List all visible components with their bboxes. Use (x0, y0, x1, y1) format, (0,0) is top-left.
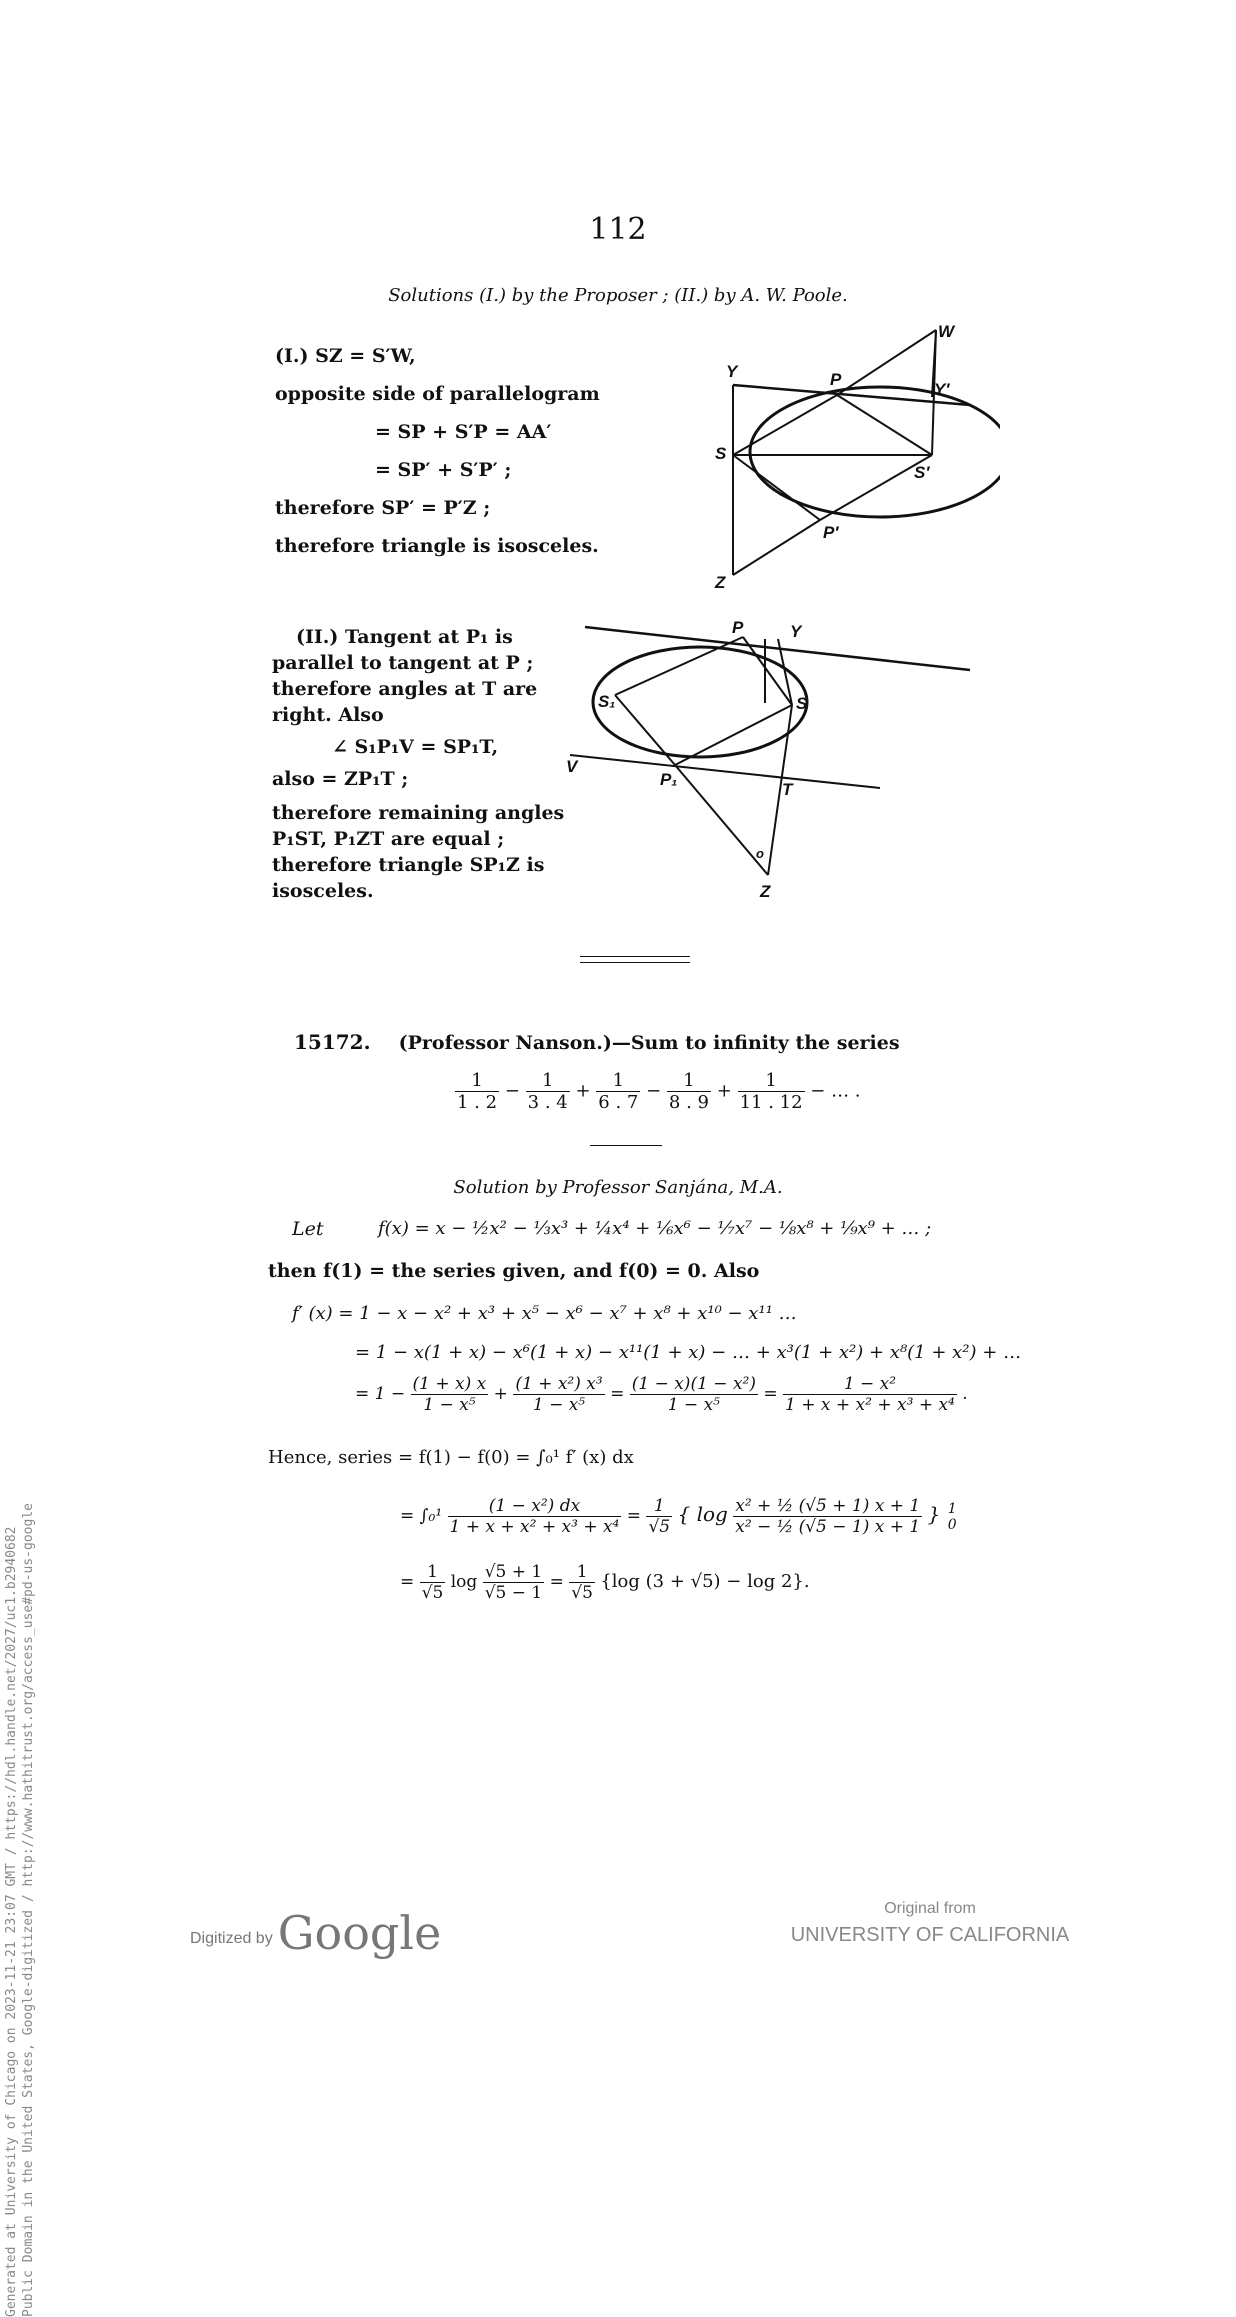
part1-line-5: therefore SP′ = P′Z ; (275, 497, 491, 519)
label-p-prime: P′ (823, 523, 839, 542)
final-line: = $\frac{1}{√5}$ log $\frac{√5 + 1}{√5 - 1}$ = $\frac{1}{√5}$ {log (3 + √5) − log 2}. (400, 1562, 810, 1603)
series-sign-3: − (646, 1080, 662, 1102)
final-coefficient-2: $\frac{1}{√5}$ (571, 1562, 593, 1603)
then-line: then f(1) = the series given, and f(0) = 0. Also (268, 1260, 760, 1282)
final-argument: $\frac{√5 + 1}{√5 - 1}$ (484, 1562, 543, 1603)
problem-number: 15172. (294, 1030, 371, 1054)
coefficient-fraction: $\frac{1}{√5}$ (648, 1496, 671, 1537)
part2-line-2: parallel to tangent at P ; (272, 652, 534, 674)
sidebar-line-2: Public Domain in the United States, Google-digitized / http://www.hathitrust.org/access_use#pd-us-google (21, 1503, 36, 2317)
label-z-2: Z (760, 882, 771, 901)
short-rule (590, 1145, 662, 1146)
part2-line-3: therefore angles at T are (272, 678, 538, 700)
separator-rule-bottom (580, 962, 690, 963)
label-y-prime: Y′ (934, 380, 950, 399)
series-sign-2: + (575, 1080, 591, 1102)
label-o: o (756, 846, 764, 861)
fprime-line-1: f′ (x) = 1 − x − x² + x³ + x⁵ − x⁶ − x⁷ + x⁸ + x¹⁰ − x¹¹ … (292, 1303, 797, 1324)
hence-line: Hence, series = f(1) − f(0) = ∫₀¹ f′ (x) dx (268, 1447, 634, 1468)
part1-line-6: therefore triangle is isosceles. (275, 535, 599, 557)
page-number: 112 (589, 212, 647, 247)
limits: 1 0 (947, 1500, 957, 1533)
label-s-prime: S′ (914, 463, 930, 482)
hathitrust-sidebar (3, 517, 37, 2317)
label-s-2: S (796, 694, 808, 713)
series-term-4: $\frac{1}{8 . 9}$ (668, 1070, 709, 1113)
figure-ellipse-1 (680, 315, 1000, 605)
part2-line-4: right. Also (272, 704, 384, 726)
problem-statement: (Professor Nanson.)—Sum to infinity the series (398, 1032, 900, 1054)
label-p1: P₁ (660, 770, 678, 789)
label-w: W (938, 322, 955, 341)
final-coefficient-1: $\frac{1}{√5}$ (421, 1562, 444, 1603)
google-logo: Google (277, 1906, 442, 1960)
series-term-5: $\frac{1}{11 . 12}$ (739, 1070, 803, 1113)
part1-line-3: = SP + S′P = AA′ (375, 421, 552, 443)
label-y: Y (726, 362, 738, 381)
part2-line-7: therefore remaining angles (272, 802, 565, 824)
fraction-2: $\frac{\text{(1 + x²) x³}}{\text{1 − x⁵}}$ (515, 1374, 603, 1415)
part1-line-1: (I.) SZ = S′W, (275, 345, 416, 367)
part1-line-2: opposite side of parallelogram (275, 383, 600, 405)
series-term-2: $\frac{1}{3 . 4}$ (527, 1070, 568, 1113)
part2-line-9: therefore triangle SP₁Z is (272, 854, 545, 876)
original-from-label: Original from (884, 1900, 976, 1917)
separator-rule-top (580, 956, 690, 957)
fprime-line-2: = 1 − x(1 + x) − x⁶(1 + x) − x¹¹(1 + x) − … + x³(1 + x²) + x⁸(1 + x²) + … (355, 1342, 1022, 1363)
digitized-by-label: Digitized by (190, 1930, 273, 1947)
integrand-fraction: $\frac{\text{(1 − x²) dx}}{\text{1 + x + x² + x³ + x⁴}}$ (449, 1496, 620, 1537)
label-z: Z (715, 573, 726, 592)
fraction-1: $\frac{(1 + x) x}{\text{1 − x⁵}}$ (412, 1374, 487, 1415)
university-label: UNIVERSITY OF CALIFORNIA (790, 1924, 1070, 1946)
label-s1: S₁ (598, 692, 616, 711)
series-sign-1: − (504, 1080, 520, 1102)
part2-line-1: (II.) Tangent at P₁ is (296, 626, 513, 648)
fraction-3: $\frac{\text{(1 − x)(1 − x²)}}{\text{1 − x⁵}}$ (631, 1374, 756, 1415)
part2-line-6: also = ZP₁T ; (272, 768, 409, 790)
problem-heading (294, 1030, 900, 1054)
let-label: Let (292, 1218, 324, 1240)
series-term-3: $\frac{1}{6 . 7}$ (598, 1070, 639, 1113)
part2-line-5: ∠ S₁P₁V = SP₁T, (332, 736, 499, 758)
f-definition: f(x) = x − ½x² − ⅓x³ + ¼x⁴ + ⅙x⁶ − ⅐x⁷ − ⅛x⁸ + ⅑x⁹ + … ; (378, 1218, 932, 1239)
label-p-2: P (732, 618, 744, 637)
log-fraction: $\frac{\text{x² + ½ (√5 + 1) x + 1}}{\text{x² − ½ (√5 − 1) x + 1}}$ (735, 1496, 921, 1537)
label-y-2: Y (790, 622, 802, 641)
label-t: T (782, 780, 793, 799)
label-s: S (715, 444, 727, 463)
part2-line-10: isosceles. (272, 880, 374, 902)
part1-line-4: = SP′ + S′P′ ; (375, 459, 512, 481)
fraction-4: $\frac{\text{1 − x²}}{\text{1 + x + x² + x³ + x⁴}}$ (785, 1374, 955, 1415)
solution-header: Solution by Professor Sanjána, M.A. (453, 1177, 783, 1198)
solutions-header: Solutions (I.) by the Proposer ; (II.) by A. W. Poole. (388, 285, 848, 306)
label-v: V (566, 757, 578, 776)
series-sign-4: + (716, 1080, 732, 1102)
label-p: P (830, 370, 842, 389)
digitized-by-google (190, 1900, 442, 1960)
series-term-1: $\frac{1}{1 . 2}$ (457, 1070, 498, 1113)
part2-line-8: P₁ST, P₁ZT are equal ; (272, 828, 505, 850)
series-expression (455, 1070, 861, 1113)
figure-ellipse-2 (560, 615, 980, 905)
sidebar-line-1: Generated at University of Chicago on 2023-11-21 23:07 GMT / https://hdl.handle.net/2027/uc1.b2940682 (4, 1526, 19, 2317)
fprime-line-3: = 1 − $\frac{(1 + x) x}{\text{1 − x⁵}}$ + $\frac{\text{(1 + x²) x³}}{\text{1 − x⁵}}$ = $\frac{\text{(1 − x)(1 − x²)}}{\text{1 − x⁵}}$ = $\frac{\text{1 − x²}}{\text{1 + x + x² + x³ + x⁴}}$ . (355, 1374, 968, 1415)
integral-line: = ∫₀¹ $\frac{\text{(1 − x²) dx}}{\text{1 + x + x² + x³ + x⁴}}$ = $\frac{1}{√5}$ { log $\frac{\text{x² + ½ (√5 + 1) x + 1}}{\text{x² − ½ (√5 − 1) x + 1}}$ } 1 0 (400, 1496, 957, 1537)
series-sign-5: − … . (810, 1080, 861, 1102)
